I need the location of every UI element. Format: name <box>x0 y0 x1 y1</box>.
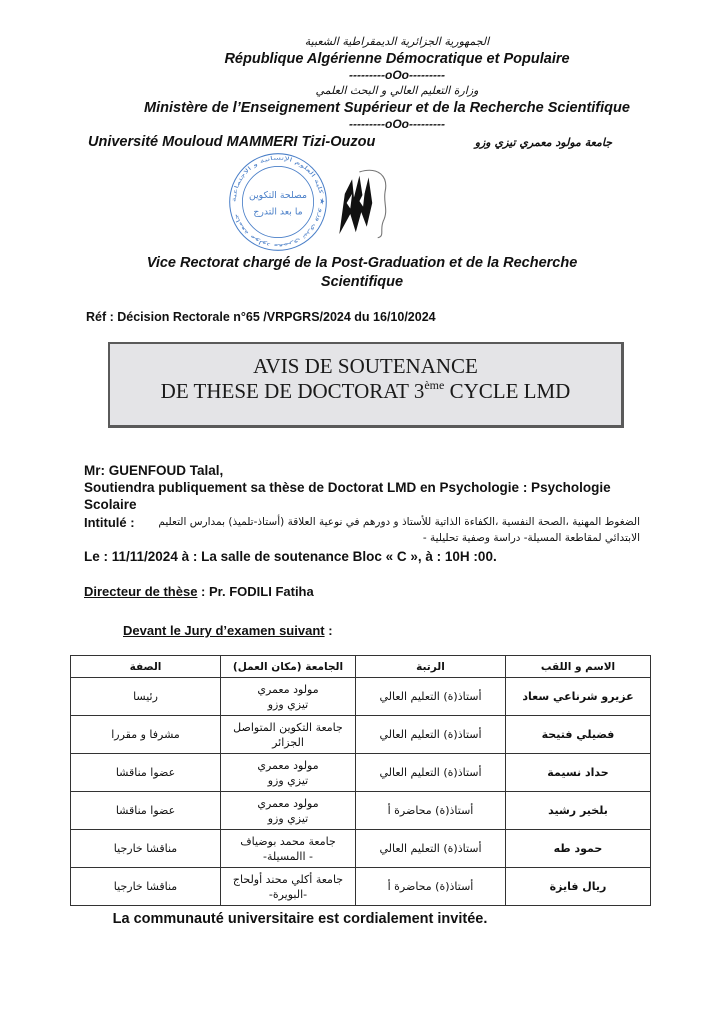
table-row <box>71 830 651 868</box>
intitule-label: Intitulé : <box>84 515 135 530</box>
university-line1: جامعة محمد بوضياف <box>240 834 336 848</box>
thesis-title-block <box>84 514 640 546</box>
jury-intro <box>123 622 724 639</box>
speciality-continuation: Scolaire <box>84 497 137 512</box>
stamp-line1: مصلحة التكوين <box>249 189 307 201</box>
header-name: الاسم و اللقب <box>506 656 651 678</box>
header-rank: الرتبة <box>356 656 506 678</box>
member-university <box>221 754 356 792</box>
title-line2-prefix: DE THESE DE DOCTORAT 3 <box>160 379 425 403</box>
member-role: عضوا مناقشا <box>71 754 221 792</box>
university-line1: مولود معمري <box>257 758 319 772</box>
thesis-director <box>84 583 724 600</box>
member-rank: أستاذ(ة) التعليم العالي <box>356 678 506 716</box>
university-line2: الجزائر <box>272 735 304 749</box>
jury-table <box>70 655 651 906</box>
defense-date-location: Le : 11/11/2024 à : La salle de soutenance Bloc « C », à : 10H :00. <box>84 549 497 564</box>
stamp-outer-ring <box>230 154 327 251</box>
university-line2: -البويرة- <box>268 887 308 901</box>
jury-intro-label: Devant le Jury d’examen suivant <box>123 623 325 638</box>
stamp-inner-ring <box>242 166 313 237</box>
member-rank: أستاذ(ة) محاضرة أ <box>356 792 506 830</box>
stamp-line2: ما بعد التدرج <box>253 206 303 218</box>
member-university <box>221 678 356 716</box>
member-name: عزيرو شرناعي سعاد <box>506 678 651 716</box>
university-line1: جامعة التكوين المتواصل <box>233 720 343 734</box>
member-university <box>221 792 356 830</box>
member-rank: أستاذ(ة) التعليم العالي <box>356 830 506 868</box>
member-university <box>221 716 356 754</box>
separator: ---------oOo--------- <box>349 117 445 131</box>
member-rank: أستاذ(ة) التعليم العالي <box>356 716 506 754</box>
table-row <box>71 868 651 906</box>
member-name: حمود طه <box>506 830 651 868</box>
vice-rectorat-line2: Scientifique <box>320 274 404 290</box>
official-stamp <box>228 152 328 252</box>
table-row <box>71 716 651 754</box>
member-role: مناقشا خارجيا <box>71 830 221 868</box>
member-name: بلخير رشيد <box>506 792 651 830</box>
republic-ar: الجمهورية الجزائرية الديمقراطية الشعبية <box>304 35 490 48</box>
emblem-row <box>0 150 724 254</box>
member-university <box>221 830 356 868</box>
title-box <box>108 342 624 428</box>
table-row <box>71 792 651 830</box>
header-university: الجامعة (مكان العمل) <box>221 656 356 678</box>
table-row <box>71 754 651 792</box>
title-line2 <box>110 378 621 404</box>
member-rank: أستاذ(ة) محاضرة أ <box>356 868 506 906</box>
university-line1: مولود معمري <box>257 796 319 810</box>
director-label: Directeur de thèse <box>84 584 198 599</box>
jury-intro-suffix: : <box>324 623 333 638</box>
ministry-fr: Ministère de l’Enseignement Supérieur et de la Recherche Scientifique <box>144 100 630 116</box>
candidate-block <box>0 462 724 565</box>
member-name: حداد نسيمة <box>506 754 651 792</box>
university-line1: مولود معمري <box>257 682 319 696</box>
university-row <box>0 134 724 150</box>
title-superscript: ème <box>424 378 445 392</box>
thesis-statement: Soutiendra publiquement sa thèse de Doctorat LMD en Psychologie : Psychologie <box>84 480 611 495</box>
header-role: الصفة <box>71 656 221 678</box>
republic-fr: République Algérienne Démocratique et Populaire <box>224 51 570 67</box>
title-line1: AVIS DE SOUTENANCE <box>253 354 478 378</box>
university-line2: تيزي وزو <box>267 811 309 825</box>
candidate-name: Mr: GUENFOUD Talal, <box>84 463 224 478</box>
vice-rectorat-line1: Vice Rectorat chargé de la Post-Graduation et de la Recherche <box>146 255 578 271</box>
member-role: رئيسا <box>71 678 221 716</box>
university-ar: جامعة مولود معمري تيزي وزو <box>474 136 612 149</box>
table-row <box>71 678 651 716</box>
member-name: ريال فايزة <box>506 868 651 906</box>
member-university <box>221 868 356 906</box>
university-fr: Université Mouloud MAMMERI Tizi-Ouzou <box>88 134 376 150</box>
thesis-title-text: الضغوط المهنية ،الصحة النفسية ،الكفاءة الذاتية للأستاذ و دورهم في نوعية العلاقة (أستاذ-تلميذ) بمدارس التعليم الابتدائي لمقاطعة المسيلة- دراسة وصفية تحليلية - <box>158 516 640 544</box>
university-line2: تيزي وزو <box>267 773 309 787</box>
title-line2-suffix: CYCLE LMD <box>444 379 571 403</box>
director-value: : Pr. FODILI Fatiha <box>197 584 314 599</box>
table-header-row <box>71 656 651 678</box>
decision-reference: Réf : Décision Rectorale n°65 /VRPGRS/2024 du 16/10/2024 <box>86 310 436 324</box>
member-rank: أستاذ(ة) التعليم العالي <box>356 754 506 792</box>
stamp-ring-text: جامعة مولود معمري تيزي وزو ★ كلية العلوم الإنسانية و الاجتماعية <box>231 155 325 249</box>
separator: ---------oOo--------- <box>349 68 445 82</box>
university-line2: تيزي وزو <box>267 697 309 711</box>
university-logo-icon <box>332 164 396 242</box>
member-name: فضيلي فتيحة <box>506 716 651 754</box>
member-role: مناقشا خارجيا <box>71 868 221 906</box>
closing-invitation: La communauté universitaire est cordialement invitée. <box>112 911 488 927</box>
ministry-ar: وزارة التعليم العالي و البحث العلمي <box>315 84 479 97</box>
university-line2: - االمسيلة- <box>263 849 313 863</box>
member-role: مشرفا و مقررا <box>71 716 221 754</box>
university-line1: جامعة أكلي محند أولحاج <box>232 872 344 886</box>
member-role: عضوا مناقشا <box>71 792 221 830</box>
